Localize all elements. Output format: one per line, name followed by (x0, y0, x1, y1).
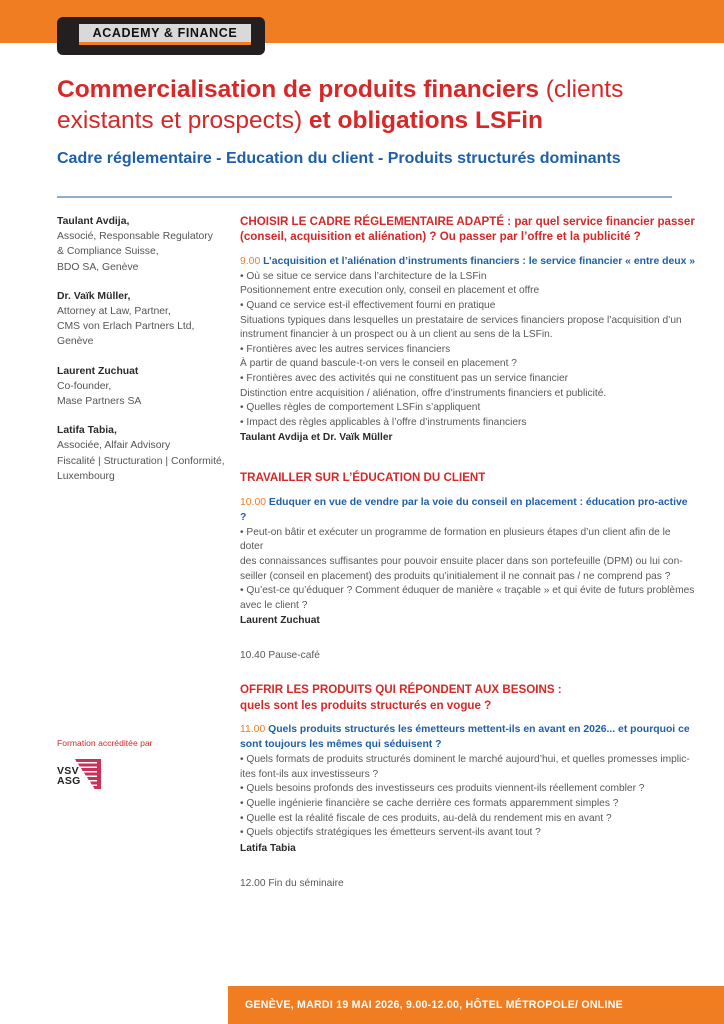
session-3 (240, 722, 696, 856)
section-heading-3 (240, 682, 696, 713)
programme-line: seiller (conseil en placement) des produits qu’initialement il ne connait pas / ne comprend pas ? (240, 570, 671, 582)
vsv-asg-text (57, 766, 81, 786)
vsv-line: VSV (57, 765, 79, 777)
logo-inner-plate (79, 24, 251, 42)
programme-line: • Impact des règles applicables à l’offre d’instruments financiers (240, 416, 527, 428)
speaker-entry (57, 289, 229, 350)
programme-line: • Quels besoins profonds des investisseurs ces produits viennent-ils réellement combler ? (240, 783, 645, 795)
accreditation-label: Formation accréditée par (57, 738, 153, 748)
programme-line: ites font-ils aux investisseurs ? (240, 768, 379, 780)
session-title-text-3: Quels produits structurés les émetteurs mettent-ils en avant en 2026... et pourquoi ce sont toujours les mêmes qui séduisent ? (240, 724, 690, 751)
speaker-detail: Attorney at Law, Partner, (57, 306, 171, 318)
speaker-detail: & Compliance Suisse, (57, 246, 159, 258)
programme-line: • Quand ce service est-il effectivement fourni en pratique (240, 300, 496, 311)
session-2 (240, 495, 696, 629)
title-part-2: (clients existants et prospects) (57, 76, 624, 134)
programme-line: • Quels objectifs stratégiques les émetteurs servent-ils avant tout ? (240, 827, 541, 839)
programme-line: Distinction entre acquisition / aliénation, offre d’instruments financiers et publicité. (240, 387, 607, 399)
speaker-detail: Associé, Responsable Regulatory (57, 231, 213, 243)
session-1 (240, 254, 696, 446)
programme-column (240, 214, 696, 891)
spacer (240, 451, 696, 470)
academy-finance-logo (57, 17, 265, 55)
title-part-3: et obligations LSFin (302, 107, 544, 134)
spacer (240, 663, 696, 682)
spacer (240, 634, 696, 648)
session-title-2 (240, 495, 696, 525)
session-title-text-1: L’acquisition et l’aliénation d’instruments financiers : le service financier « entre deux » (263, 255, 696, 267)
speaker-entry (57, 364, 229, 410)
programme-line: • Où se situe ce service dans l’architecture de la LSFin (240, 270, 487, 282)
seminar-end: 12.00 Fin du séminaire (240, 877, 344, 889)
speaker-detail: Genève (57, 336, 94, 348)
session-title-1 (240, 254, 696, 269)
programme-line: Positionnement entre execution only, conseil en placement et offre (240, 285, 540, 297)
asg-line: ASG (57, 775, 81, 787)
footer-event-details: GENÈVE, MARDI 19 MAI 2026, 9.00-12.00, HÔTEL MÉTROPOLE/ ONLINE (245, 999, 623, 1011)
programme-line: • Quelles règles de comportement LSFin s’appliquent (240, 402, 481, 414)
section-heading-3-line1: OFFRIR LES PRODUITS QUI RÉPONDENT AUX BESOINS : (240, 683, 562, 697)
programme-line: • Quelle est la réalité fiscale de ces produits, au-delà du rendement mis en avant ? (240, 812, 612, 824)
speakers-list (57, 214, 229, 498)
accreditation-block (57, 738, 237, 791)
session-title-3 (240, 722, 696, 752)
speaker-detail: CMS von Erlach Partners Ltd, (57, 321, 195, 333)
speaker-name: Dr. Vaïk Müller, (57, 290, 131, 302)
programme-line: Situations typiques dans lesquelles un prestataire de services financiers propose l’acquisition d’un (240, 314, 682, 326)
speaker-name: Taulant Avdija, (57, 216, 130, 227)
title-block (57, 74, 672, 169)
speaker-entry (57, 423, 229, 484)
speaker-detail: BDO SA, Genève (57, 261, 139, 273)
logo-text: ACADEMY & FINANCE (92, 26, 238, 40)
programme-line: • Quelle ingénierie financière se cache derrière ces formats apparemment simples ? (240, 797, 619, 809)
footer-bar (228, 986, 724, 1024)
speaker-entry (57, 214, 229, 275)
programme-line: instrument financier à un prospect ou à un client au sens de la LSFin. (240, 329, 553, 341)
programme-line: • Qu’est-ce qu’éduquer ? Comment éduquer de manière « traçable » et qui évite de futurs problèmes (240, 585, 695, 597)
speaker-detail: Luxembourg (57, 470, 115, 482)
programme-line: avec le client ? (240, 599, 308, 611)
speaker-detail: Associée, Alfair Advisory (57, 440, 171, 452)
title-part-1: Commercialisation de produits financiers (57, 76, 546, 103)
session-time-1: 9.00 (240, 255, 261, 267)
session-credit-1: Taulant Avdija et Dr. Vaïk Müller (240, 432, 393, 444)
logo-accent-rule (79, 42, 251, 45)
spacer (240, 862, 696, 876)
section-heading-1: CHOISIR LE CADRE RÉGLEMENTAIRE ADAPTÉ : par quel service financier passer (conseil, acquisition et aliénation) ? Ou passer par l’offre et la publicité ? (240, 215, 695, 244)
programme-line: À partir de quand bascule-t-on vers le conseil en placement ? (240, 358, 517, 370)
vsv-asg-logo (57, 757, 121, 791)
programme-line: • Peut-on bâtir et exécuter un programme de formation en plusieurs étapes d’un client afin de le doter (240, 526, 671, 553)
coffee-break: 10.40 Pause-café (240, 650, 320, 662)
section-heading-3-line2: quels sont les produits structurés en vogue ? (240, 698, 492, 712)
speaker-name: Laurent Zuchuat (57, 365, 139, 377)
session-title-text-2: Eduquer en vue de vendre par la voie du conseil en placement : éducation pro-active ? (240, 496, 688, 523)
speaker-name: Latifa Tabia, (57, 425, 117, 437)
page-subtitle: Cadre réglementaire - Education du client - Produits structurés dominants (57, 150, 621, 167)
session-time-3: 11.00 (240, 724, 266, 736)
speaker-detail: Mase Partners SA (57, 396, 142, 408)
section-heading-2: TRAVAILLER SUR L’ÉDUCATION DU CLIENT (240, 471, 486, 485)
speaker-detail: Fiscalité | Structuration | Conformité, (57, 455, 225, 467)
header-divider (57, 196, 672, 198)
page-title (57, 74, 672, 136)
speaker-detail: Co-founder, (57, 380, 112, 392)
session-time-2: 10.00 (240, 496, 267, 508)
session-credit-2: Laurent Zuchuat (240, 615, 320, 627)
programme-line: • Frontières avec des activités qui ne constituent pas un service financier (240, 372, 569, 384)
programme-line: • Quels formats de produits structurés dominent le marché aujourd’hui, et quelles promesses implic- (240, 754, 690, 766)
programme-line: • Frontières avec les autres services financiers (240, 343, 451, 355)
session-credit-3: Latifa Tabia (240, 842, 296, 854)
programme-line: des connaissances suffisantes pour pouvoir ensuite placer dans son portefeuille (DPM) ou lui con- (240, 555, 683, 567)
